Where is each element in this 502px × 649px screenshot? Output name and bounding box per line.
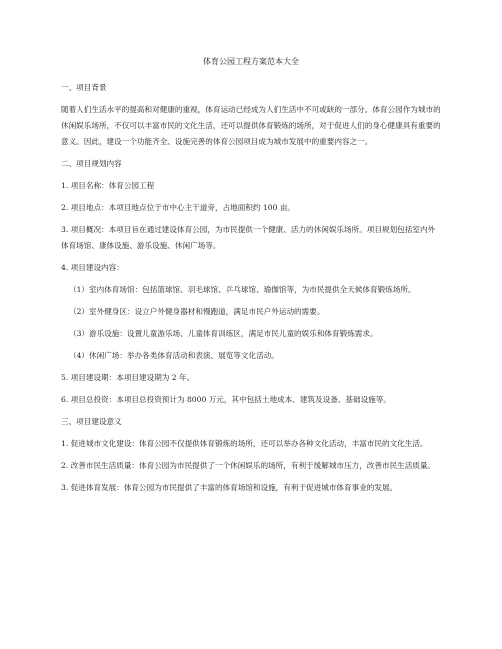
- significance-item-culture: 1. 促进城市文化建设：体育公园不仅提供体育锻炼的场所，还可以举办各种文化活动，丰富市民的文化生活。: [61, 439, 428, 448]
- content-sub-plaza: （4）休闲广场：举办各类体育活动和表演、展览等文化活动。: [69, 351, 279, 360]
- planning-item-period: 5. 项目建设期：本项目建设期为 2 年。: [61, 373, 195, 382]
- document-body: [61, 54, 441, 502]
- planning-item-name: 1. 项目名称：体育公园工程: [61, 181, 155, 190]
- content-sub-indoor: （1）室内体育场馆：包括篮球馆、羽毛球馆、乒乓球馆、瑜伽馆等，为市民提供全天候体育锻炼场所。: [69, 285, 416, 294]
- background-paragraph: 随着人们生活水平的提高和对健康的重视，体育运动已经成为人们生活中不可或缺的一部分。体育公园作为城市的休闲娱乐场所，不仅可以丰富市民的文化生活，还可以提供体育锻炼的场所，对于促进人们的身心健康具有重要的意义。因此，建设一个功能齐全、设施完善的体育公园项目成为城市发展中的重要内容之一。: [61, 105, 441, 146]
- planning-item-location: 2. 项目地点：本项目地点位于市中心主干道旁，占地面积约 100 亩。: [61, 203, 296, 212]
- section-heading-significance: 三、项目建设意义: [61, 417, 122, 426]
- significance-item-sports: 3. 促进体育发展：体育公园为市民提供了丰富的体育场馆和设施，有利于促进城市体育事业的发展。: [61, 483, 398, 492]
- significance-item-quality: 2. 改善市民生活质量：体育公园为市民提供了一个休闲娱乐的场所，有利于缓解城市压力，改善市民生活质量。: [61, 461, 436, 470]
- planning-item-content: 4. 项目建设内容：: [61, 263, 124, 272]
- section-heading-planning: 二、项目规划内容: [61, 159, 122, 168]
- section-heading-background: 一、项目背景: [61, 83, 107, 92]
- content-sub-recreation: （3）游乐设施：设置儿童游乐场、儿童体育训练区，满足市民儿童的娱乐和体育锻炼需求。: [69, 329, 378, 338]
- planning-item-investment: 6. 项目总投资：本项目总投资预计为 8000 万元，其中包括土地成本、建筑及设备、基础设施等。: [61, 395, 391, 404]
- planning-item-overview: 3. 项目概况：本项目旨在通过建设体育公园，为市民提供一个健康、活力的休闲娱乐场所。项目规划包括室内外体育场馆、康体设施、游乐设施、休闲广场等。: [61, 225, 436, 250]
- page-title: 体育公园工程方案范本大全: [203, 57, 299, 66]
- content-sub-outdoor: （2）室外健身区：设立户外健身器材和慢跑道，满足市民户外运动的需要。: [69, 307, 325, 316]
